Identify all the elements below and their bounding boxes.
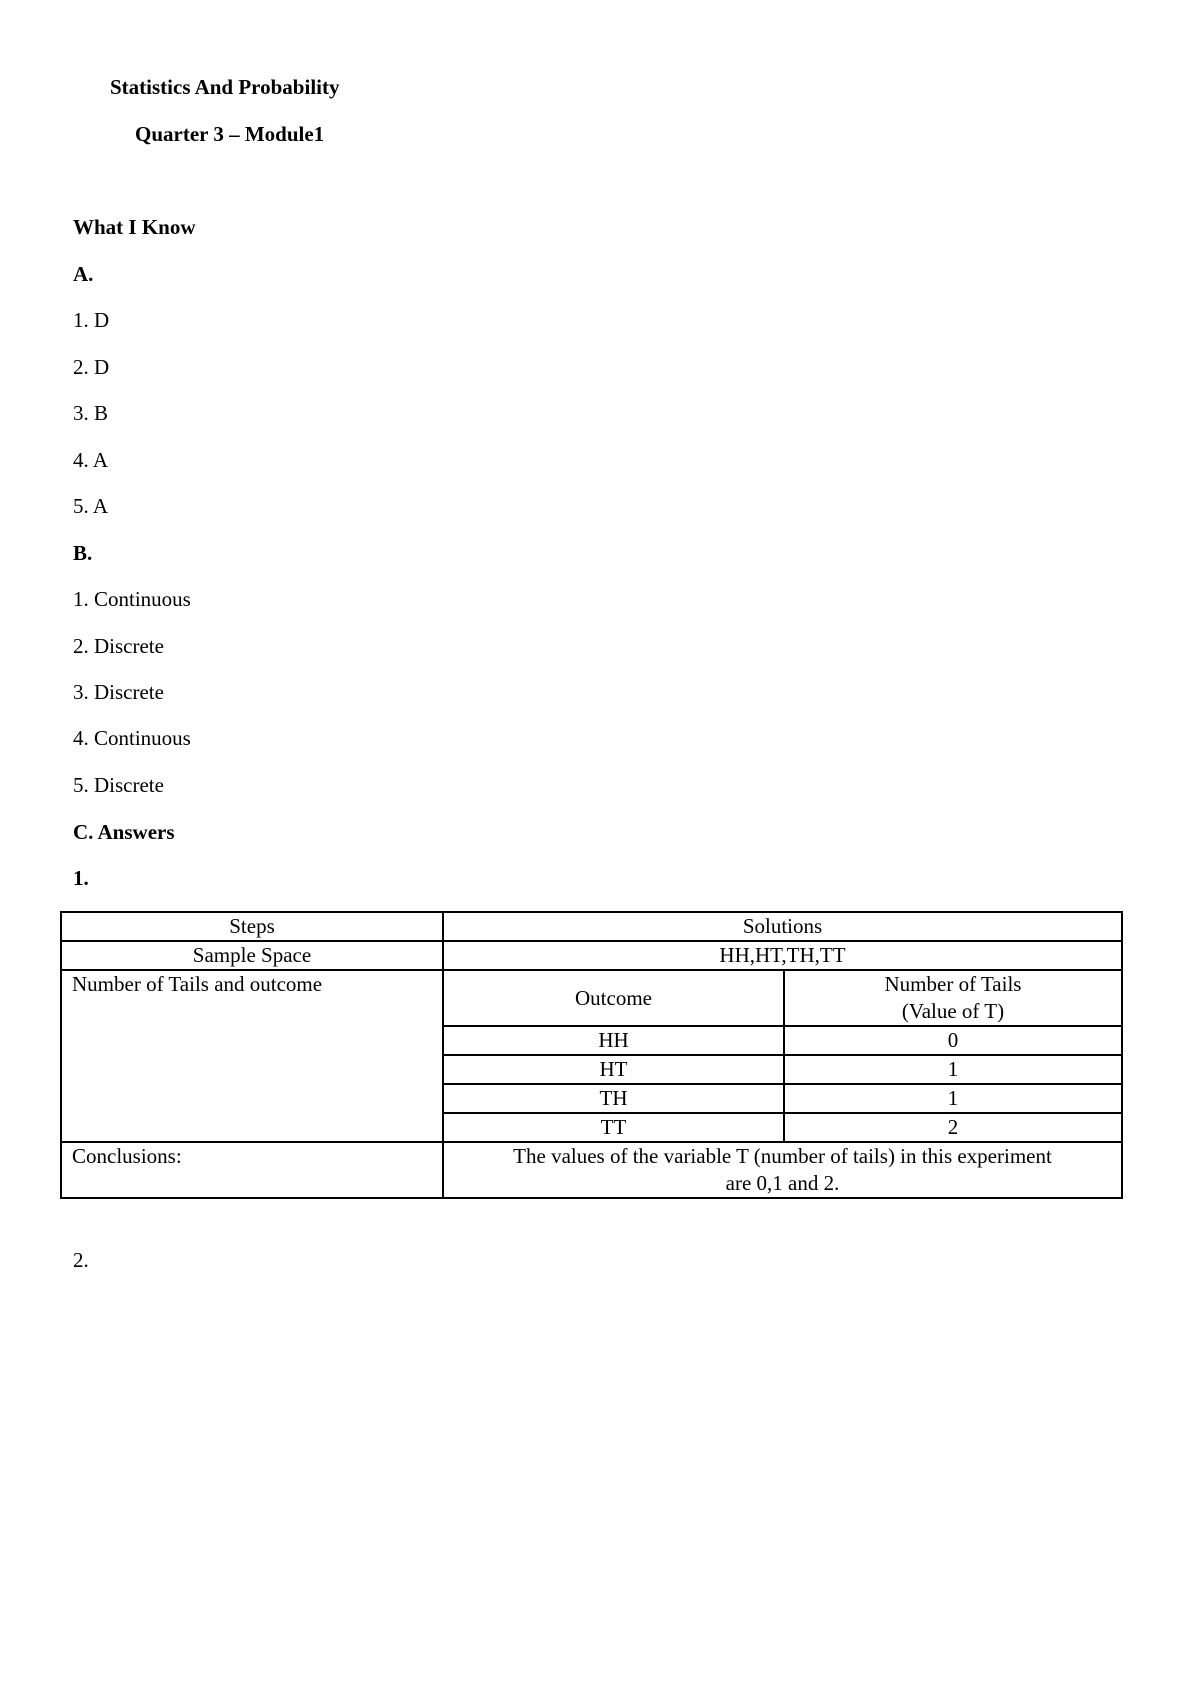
tails-value-cell: 1 [784, 1055, 1121, 1084]
part-b-item: 4. Continuous [73, 726, 191, 750]
part-a-item: 4. A [73, 448, 109, 472]
document-subtitle: Quarter 3 – Module1 [135, 122, 325, 146]
solution-table [60, 911, 1123, 1199]
outcome-table [444, 971, 1121, 1141]
part-a-item: 2. D [73, 355, 110, 379]
outcome-cell: HH [444, 1026, 784, 1055]
table-row [61, 941, 1122, 970]
tails-solution [443, 970, 1122, 1142]
outcome-cell: TH [444, 1084, 784, 1113]
part-a-item: 3. B [73, 401, 109, 425]
part-c-label: C. Answers [73, 820, 175, 844]
outcome-row [444, 1113, 1121, 1141]
conclusion-line-1: The values of the variable T (number of tails) in this experiment [513, 1144, 1052, 1168]
part-b-item: 5. Discrete [73, 773, 164, 797]
part-b-item: 1. Continuous [73, 587, 191, 611]
outcome-row [444, 1084, 1121, 1113]
document-title: Statistics And Probability [110, 75, 340, 99]
part-b-item: 3. Discrete [73, 680, 164, 704]
tails-count-header-line2: (Value of T) [901, 999, 1005, 1023]
sample-space-solution: HH,HT,TH,TT [443, 941, 1122, 970]
tails-value-cell: 1 [784, 1084, 1121, 1113]
section-heading: What I Know [73, 215, 196, 239]
conclusion-line-2: are 0,1 and 2. [725, 1171, 840, 1195]
conclusions-solution [443, 1142, 1122, 1198]
outcome-cell: TT [444, 1113, 784, 1141]
solutions-header: Solutions [443, 912, 1122, 941]
tails-value-cell: 2 [947, 1115, 959, 1139]
part-b-label: B. [73, 541, 93, 565]
sample-space-step: Sample Space [61, 941, 443, 970]
table-header-row [61, 912, 1122, 941]
tails-step: Number of Tails and outcome [61, 970, 443, 1142]
outcome-cell: HT [444, 1055, 784, 1084]
outcome-header-row [444, 971, 1121, 1026]
question-2-label: 2. [73, 1248, 89, 1272]
question-1-label: 1. [73, 866, 89, 890]
tails-value-cell: 0 [784, 1026, 1121, 1055]
table-row [61, 970, 1122, 1142]
part-a-item: 1. D [73, 308, 110, 332]
steps-header: Steps [61, 912, 443, 941]
outcome-header: Outcome [444, 971, 784, 1026]
outcome-row [444, 1055, 1121, 1084]
tails-count-header [784, 971, 1121, 1026]
part-b-item: 2. Discrete [73, 634, 164, 658]
tails-count-header-line1: Number of Tails [884, 972, 1022, 996]
outcome-row [444, 1026, 1121, 1055]
part-a-label: A. [73, 262, 94, 286]
table-row [61, 1142, 1122, 1198]
part-a-item: 5. A [73, 494, 109, 518]
conclusions-step: Conclusions: [61, 1142, 443, 1198]
